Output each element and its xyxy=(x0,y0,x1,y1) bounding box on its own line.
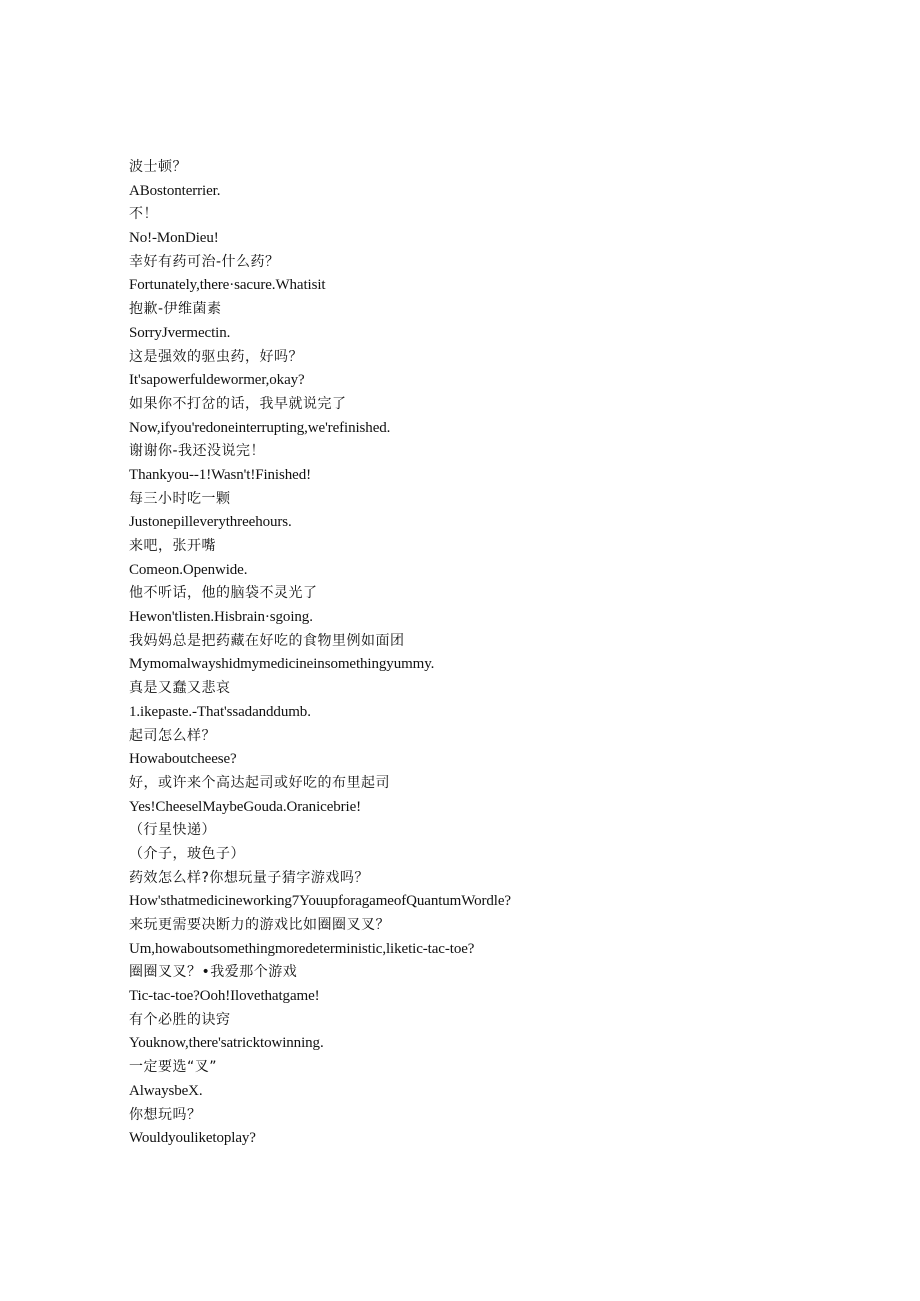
subtitle-line-chinese: 来玩更需要决断力的游戏比如圈圈叉叉？ xyxy=(129,917,390,933)
subtitle-line-english: 1.ikepaste.-That'ssadanddumb. xyxy=(129,703,311,720)
subtitle-line-chinese: 一定要选“叉” xyxy=(129,1059,218,1076)
subtitle-line-chinese: 我妈妈总是把药藏在好吃的食物里例如面团 xyxy=(129,632,405,649)
subtitle-line-chinese: 波士顿？ xyxy=(129,159,187,175)
subtitle-line-chinese: 起司怎么样？ xyxy=(129,727,216,744)
subtitle-line-chinese: 圈圈叉叉？•我爱那个游戏 xyxy=(129,964,298,981)
subtitle-line-chinese: 谢谢你-我还没说完！ xyxy=(129,443,266,460)
subtitle-line-chinese: 好，或许来个高达起司或好吃的布里起司 xyxy=(129,774,390,791)
subtitle-line-english: Mymomalwayshidmymedicineinsomethingyummy. xyxy=(129,656,435,673)
subtitle-line-english: Yes!CheeselMaybeGouda.Oranicebrie! xyxy=(129,798,362,815)
subtitle-line-chinese: 每三小时吃一颗 xyxy=(129,490,231,507)
subtitle-line-english: SorryJvermectin. xyxy=(129,324,231,341)
subtitle-line-english: It'sapowerfuldewormer,okay? xyxy=(129,372,305,389)
subtitle-line-chinese: 这是强效的驱虫药，好吗？ xyxy=(129,348,303,365)
subtitle-line-english: Now,ifyou'redoneinterrupting,we'refinished. xyxy=(129,419,391,436)
subtitle-line-english: Hewon'tlisten.Hisbrain·sgoing. xyxy=(129,609,313,626)
subtitle-line-chinese: 不！ xyxy=(129,206,158,223)
subtitle-line-english: Um,howaboutsomethingmoredeterministic,liketic-tac-toe? xyxy=(129,940,475,957)
subtitle-line-chinese: 来吧，张开嘴 xyxy=(129,538,216,554)
subtitle-line-chinese: 药效怎么样?你想玩量子猜字游戏吗？ xyxy=(129,869,369,886)
subtitle-line-english: Justonepilleverythreehours. xyxy=(129,514,292,531)
subtitle-line-english: AlwaysbeX. xyxy=(129,1082,203,1099)
subtitle-line-chinese: （行星快递） xyxy=(129,822,216,839)
subtitle-line-english: Howaboutcheese? xyxy=(129,751,237,768)
subtitle-line-chinese: 抱歉-伊维菌素 xyxy=(129,301,222,318)
subtitle-line-english: Youknow,there'satricktowinning. xyxy=(129,1035,324,1052)
subtitle-line-chinese: 幸好有药可治-什么药？ xyxy=(129,253,280,270)
subtitle-line-english: No!-MonDieu! xyxy=(129,230,219,247)
subtitle-line-chinese: 你想玩吗？ xyxy=(129,1106,202,1123)
subtitle-lines xyxy=(129,156,829,1151)
subtitle-line-english: ABostonterrier. xyxy=(129,182,221,199)
subtitle-line-english: Fortunately,there·sacure.Whatisit xyxy=(129,277,326,294)
subtitle-line-english: Tic-tac-toe?Ooh!Ilovethatgame! xyxy=(129,988,320,1005)
subtitle-line-chinese: 真是又蠢又悲哀 xyxy=(129,680,231,697)
subtitle-line-english: Comeon.Openwide. xyxy=(129,561,248,578)
subtitle-line-chinese: 他不听话，他的脑袋不灵光了 xyxy=(129,585,318,602)
subtitle-line-chinese: 有个必胜的诀窍 xyxy=(129,1011,231,1028)
subtitle-line-chinese: 如果你不打岔的话，我早就说完了 xyxy=(129,395,347,412)
subtitle-line-english: How'sthatmedicineworking7YouupforagameofQuantumWordle? xyxy=(129,893,511,910)
subtitle-line-english: Thankyou--1!Wasn't!Finished! xyxy=(129,466,311,483)
subtitle-line-english: Wouldyouliketoplay? xyxy=(129,1130,256,1147)
subtitle-line-chinese: （介子，玻色子） xyxy=(129,845,245,862)
